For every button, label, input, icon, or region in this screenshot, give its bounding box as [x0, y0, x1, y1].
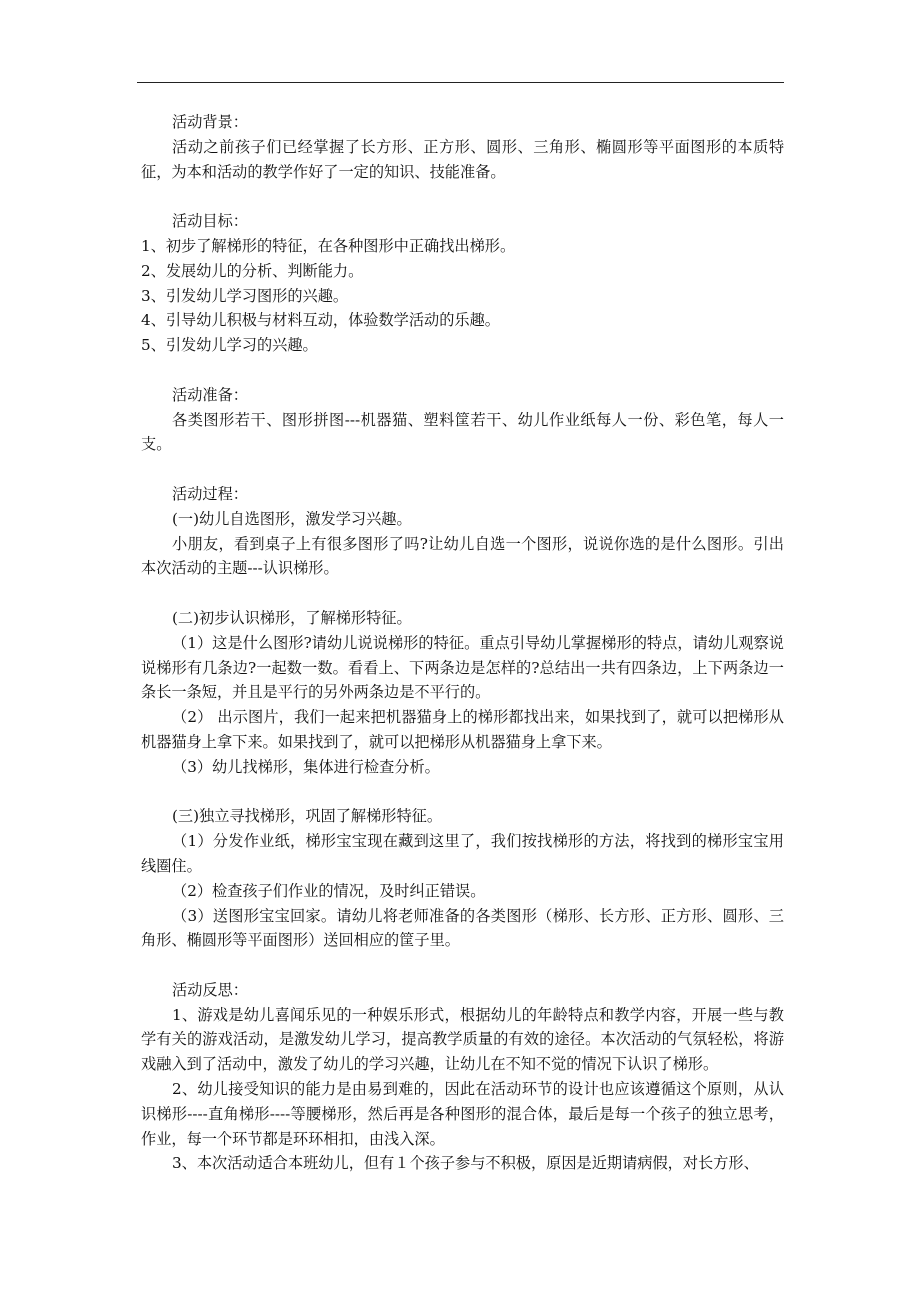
paragraph: （3）送图形宝宝回家。请幼儿将老师准备的各类图形（梯形、长方形、正方形、圆形、三角形、椭圆形等平面图形）送回相应的筐子里。	[141, 906, 784, 950]
section-heading: 活动反思：	[172, 980, 248, 999]
list-item: 1、初步了解梯形的特征，在各种图形中正确找出梯形。	[141, 236, 516, 255]
section-heading: 活动背景：	[172, 113, 248, 131]
paragraph: （2） 出示图片，我们一起来把机器猫身上的梯形都找出来，如果找到了，就可以把梯形从机器猫身上拿下来。如果找到了，就可以把梯形从机器猫身上拿下来。	[141, 708, 784, 751]
section-process	[141, 482, 784, 581]
paragraph: （1）分发作业纸，梯形宝宝现在藏到这里了，我们按找梯形的方法，将找到的梯形宝宝用线圈住。	[141, 832, 784, 875]
subsection-title: (二)初步认识梯形，了解梯形特征。	[172, 608, 412, 627]
section-process-part2	[141, 606, 784, 780]
paragraph: 3、本次活动适合本班幼儿，但有１个孩子参与不积极，原因是近期请病假，对长方形、	[172, 1154, 759, 1173]
paragraph: 2、幼儿接受知识的能力是由易到难的，因此在活动环节的设计也应该遵循这个原则，从认识梯形----直角梯形----等腰梯形，然后再是各种图形的混合体，最后是每一个孩子的独立思考，作业，每一个环节都是环环相扣，由浅入深。	[141, 1080, 784, 1148]
paragraph: 各类图形若干、图形拼图---机器猫、塑料筐若干、幼儿作业纸每人一份、彩色笔，每人一支。	[141, 410, 784, 454]
paragraph: （2）检查孩子们作业的情况，及时纠正错误。	[172, 881, 486, 900]
section-heading: 活动目标：	[172, 212, 248, 231]
document-body	[141, 110, 784, 1176]
section-preparation	[141, 383, 784, 457]
paragraph: 活动之前孩子们已经掌握了长方形、正方形、圆形、三角形、椭圆形等平面图形的本质特征，为本和活动的教学作好了一定的知识、技能准备。	[141, 137, 784, 181]
section-process-part3	[141, 804, 784, 953]
subsection-title: (三)独立寻找梯形，巩固了解梯形特征。	[172, 807, 443, 826]
subsection-title: (一)幼儿自选图形，激发学习兴趣。	[172, 509, 412, 528]
list-item: 5、引发幼儿学习的兴趣。	[141, 336, 318, 355]
header-rule	[137, 82, 784, 83]
list-item: 4、引导幼儿积极与材料互动，体验数学活动的乐趣。	[141, 311, 500, 330]
paragraph: （3）幼儿找梯形，集体进行检查分析。	[172, 757, 440, 776]
section-background	[141, 110, 784, 184]
section-heading: 活动过程：	[172, 484, 248, 503]
section-goals	[141, 209, 784, 358]
paragraph: （1）这是什么图形?请幼儿说说梯形的特征。重点引导幼儿掌握梯形的特点，请幼儿观察说说梯形有几条边?一起数一数。看看上、下两条边是怎样的?总结出一共有四条边，上下两条边一条长一条短，并且是平行的另外两条边是不平行的。	[141, 633, 784, 702]
section-reflection	[141, 978, 784, 1176]
section-heading: 活动准备：	[172, 385, 248, 404]
list-item: 3、引发幼儿学习图形的兴趣。	[141, 286, 349, 305]
paragraph: 小朋友，看到桌子上有很多图形了吗?让幼儿自选一个图形，说说你选的是什么图形。引出本次活动的主题---认识梯形。	[141, 534, 784, 578]
list-item: 2、发展幼儿的分析、判断能力。	[141, 261, 364, 280]
paragraph: 1、游戏是幼儿喜闻乐见的一种娱乐形式，根据幼儿的年龄特点和教学内容，开展一些与教学有关的游戏活动，是激发幼儿学习，提高教学质量的有效的途径。本次活动的气氛轻松，将游戏融入到了活动中，激发了幼儿的学习兴趣，让幼儿在不知不觉的情况下认识了梯形。	[141, 1005, 784, 1074]
